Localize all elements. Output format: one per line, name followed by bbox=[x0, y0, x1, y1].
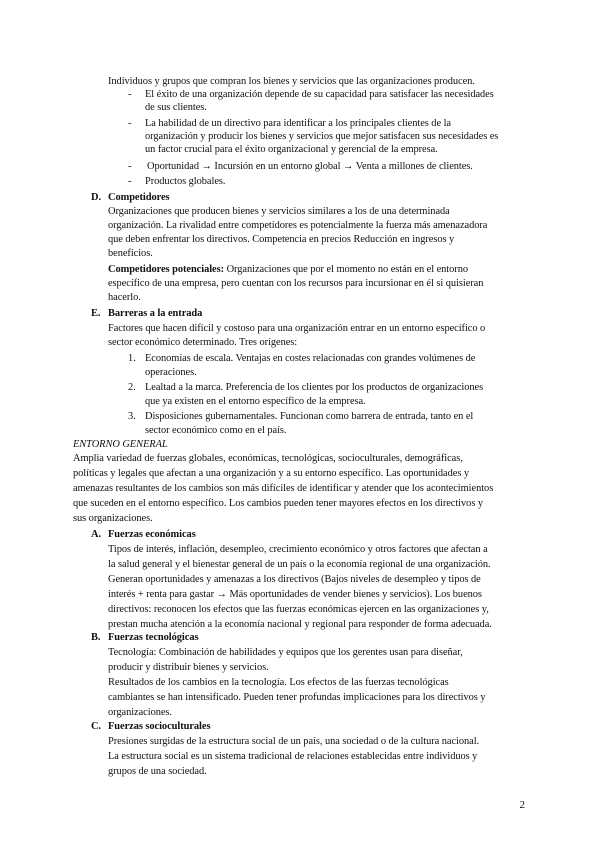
text-line: Tecnología: Combinación de habilidades y equipos que los gerentes usan para diseñar, bbox=[108, 647, 463, 658]
text-line: específico de una empresa, pero cuentan con los recursos para incursionar en él si quisieran bbox=[108, 278, 484, 289]
text-line: prestan mucha atención a la economía nacional y regional para responder de forma adecuada. bbox=[108, 619, 492, 630]
text-line: organizaciones. bbox=[108, 707, 172, 718]
bold-label: Competidores potenciales: bbox=[108, 264, 225, 275]
list-number: 3. bbox=[128, 411, 136, 422]
text-line: El éxito de una organización depende de su capacidad para satisfacer las necesidades bbox=[145, 89, 494, 100]
text-line: que suceden en el entorno específico. Los cambios pueden tener mayores efectos en los directivos y bbox=[73, 498, 484, 509]
section-title-entorno-general: ENTORNO GENERAL bbox=[73, 439, 168, 450]
list-number: 2. bbox=[128, 382, 136, 393]
section-heading-fuerzas-tecnologicas: Fuerzas tecnológicas bbox=[108, 632, 199, 643]
page-number: 2 bbox=[519, 799, 525, 811]
text-line: la salud general y el bienestar general de un país o la economía regional de una organización. bbox=[108, 559, 491, 570]
text-line: sector económico determinado. Tres orígenes: bbox=[108, 337, 298, 348]
dash-marker: - bbox=[128, 176, 132, 187]
text-line: hacerlo. bbox=[108, 292, 141, 303]
text-line: que deben enfrentar los directivos. Competencia en precios Reducción en ingresos y bbox=[108, 234, 455, 245]
text-line: cambiantes se han intensificado. Pueden tener profundas implicaciones para los directivos y bbox=[108, 692, 486, 703]
text-line: Presiones surgidas de la estructura social de un país, una sociedad o de la cultura nacional. bbox=[108, 736, 480, 747]
text-line: Generan oportunidades y amenazas a los directivos (Bajos niveles de desempleo y tipos de bbox=[108, 574, 481, 585]
section-heading-fuerzas-socioculturales: Fuerzas socioculturales bbox=[108, 721, 211, 732]
text-line: Amplia variedad de fuerzas globales, económicas, tecnológicas, socioculturales, demográficas, bbox=[73, 453, 463, 464]
text-line: operaciones. bbox=[145, 367, 197, 378]
section-letter-e: E. bbox=[91, 308, 101, 319]
text-line: directivos: reconocen los efectos que las fuerzas económicas ejercen en las organizaciones y, bbox=[108, 604, 489, 615]
text-line: Organizaciones que producen bienes y servicios similares a los de una determinada bbox=[108, 206, 450, 217]
text-span: Organizaciones que por el momento no están en el entorno bbox=[226, 264, 468, 275]
text-line: Factores que hacen difícil y costoso para una organización entrar en un entorno específico o bbox=[108, 323, 486, 334]
text-line: producir y distribuir bienes y servicios. bbox=[108, 662, 269, 673]
dash-marker: - bbox=[128, 89, 132, 100]
section-heading-competidores: Competidores bbox=[108, 192, 170, 203]
section-letter-b: B. bbox=[91, 632, 101, 643]
text-line: un factor crucial para el éxito organizacional y gerencial de la empresa. bbox=[145, 144, 438, 155]
text-line: de sus clientes. bbox=[145, 102, 207, 113]
text-line: políticas y legales que afectan a una organización y a su entorno específico. Las oportunidades y bbox=[73, 468, 470, 479]
section-letter-c: C. bbox=[91, 721, 102, 732]
dash-marker: - bbox=[128, 118, 132, 129]
text-line: beneficios. bbox=[108, 248, 153, 259]
text-line: interés + renta para gastar → Más oportunidades de vender bienes y servicios). Los buenos bbox=[108, 589, 482, 600]
section-heading-barreras: Barreras a la entrada bbox=[108, 308, 203, 319]
list-number: 1. bbox=[128, 353, 136, 364]
text-line: Tipos de interés, inflación, desempleo, crecimiento económico y otros factores que afectan a bbox=[108, 544, 488, 555]
text-line: Oportunidad → Incursión en un entorno global → Venta a millones de clientes. bbox=[147, 161, 473, 172]
text-line: Disposiciones gubernamentales. Funcionan como barrera de entrada, tanto en el bbox=[145, 411, 474, 422]
section-letter-d: D. bbox=[91, 192, 102, 203]
text-line: Lealtad a la marca. Preferencia de los clientes por los productos de organizaciones bbox=[145, 382, 484, 393]
text-line: Economías de escala. Ventajas en costes relacionadas con grandes volúmenes de bbox=[145, 353, 476, 364]
text-line: La estructura social es un sistema tradicional de relaciones establecidas entre individuos y bbox=[108, 751, 478, 762]
text-line: grupos de una sociedad. bbox=[108, 766, 207, 777]
text-line: organización y producir los bienes y servicios que mejor satisfacen sus necesidades es bbox=[145, 131, 499, 142]
text-line: sector económico como en el país. bbox=[145, 425, 287, 436]
section-letter-a: A. bbox=[91, 529, 102, 540]
text-line: que ya existen en el entorno específico de la empresa. bbox=[145, 396, 366, 407]
text-line: Individuos y grupos que compran los bienes y servicios que las organizaciones producen. bbox=[108, 76, 475, 87]
text-line: amenazas resultantes de los cambios son más difíciles de identificar y atender que los acontecimientos bbox=[73, 483, 494, 494]
text-line: La habilidad de un directivo para identificar a los principales clientes de la bbox=[145, 118, 451, 129]
text-line-competidores-potenciales bbox=[108, 263, 468, 276]
text-line: Resultados de los cambios en la tecnología. Los efectos de las fuerzas tecnológicas bbox=[108, 677, 449, 688]
section-heading-fuerzas-economicas: Fuerzas económicas bbox=[108, 529, 196, 540]
text-line: organización. La rivalidad entre competidores es potencialmente la fuerza más amenazadora bbox=[108, 220, 488, 231]
text-line: sus organizaciones. bbox=[73, 513, 153, 524]
dash-marker: - bbox=[128, 161, 132, 172]
text-line: Productos globales. bbox=[145, 176, 226, 187]
